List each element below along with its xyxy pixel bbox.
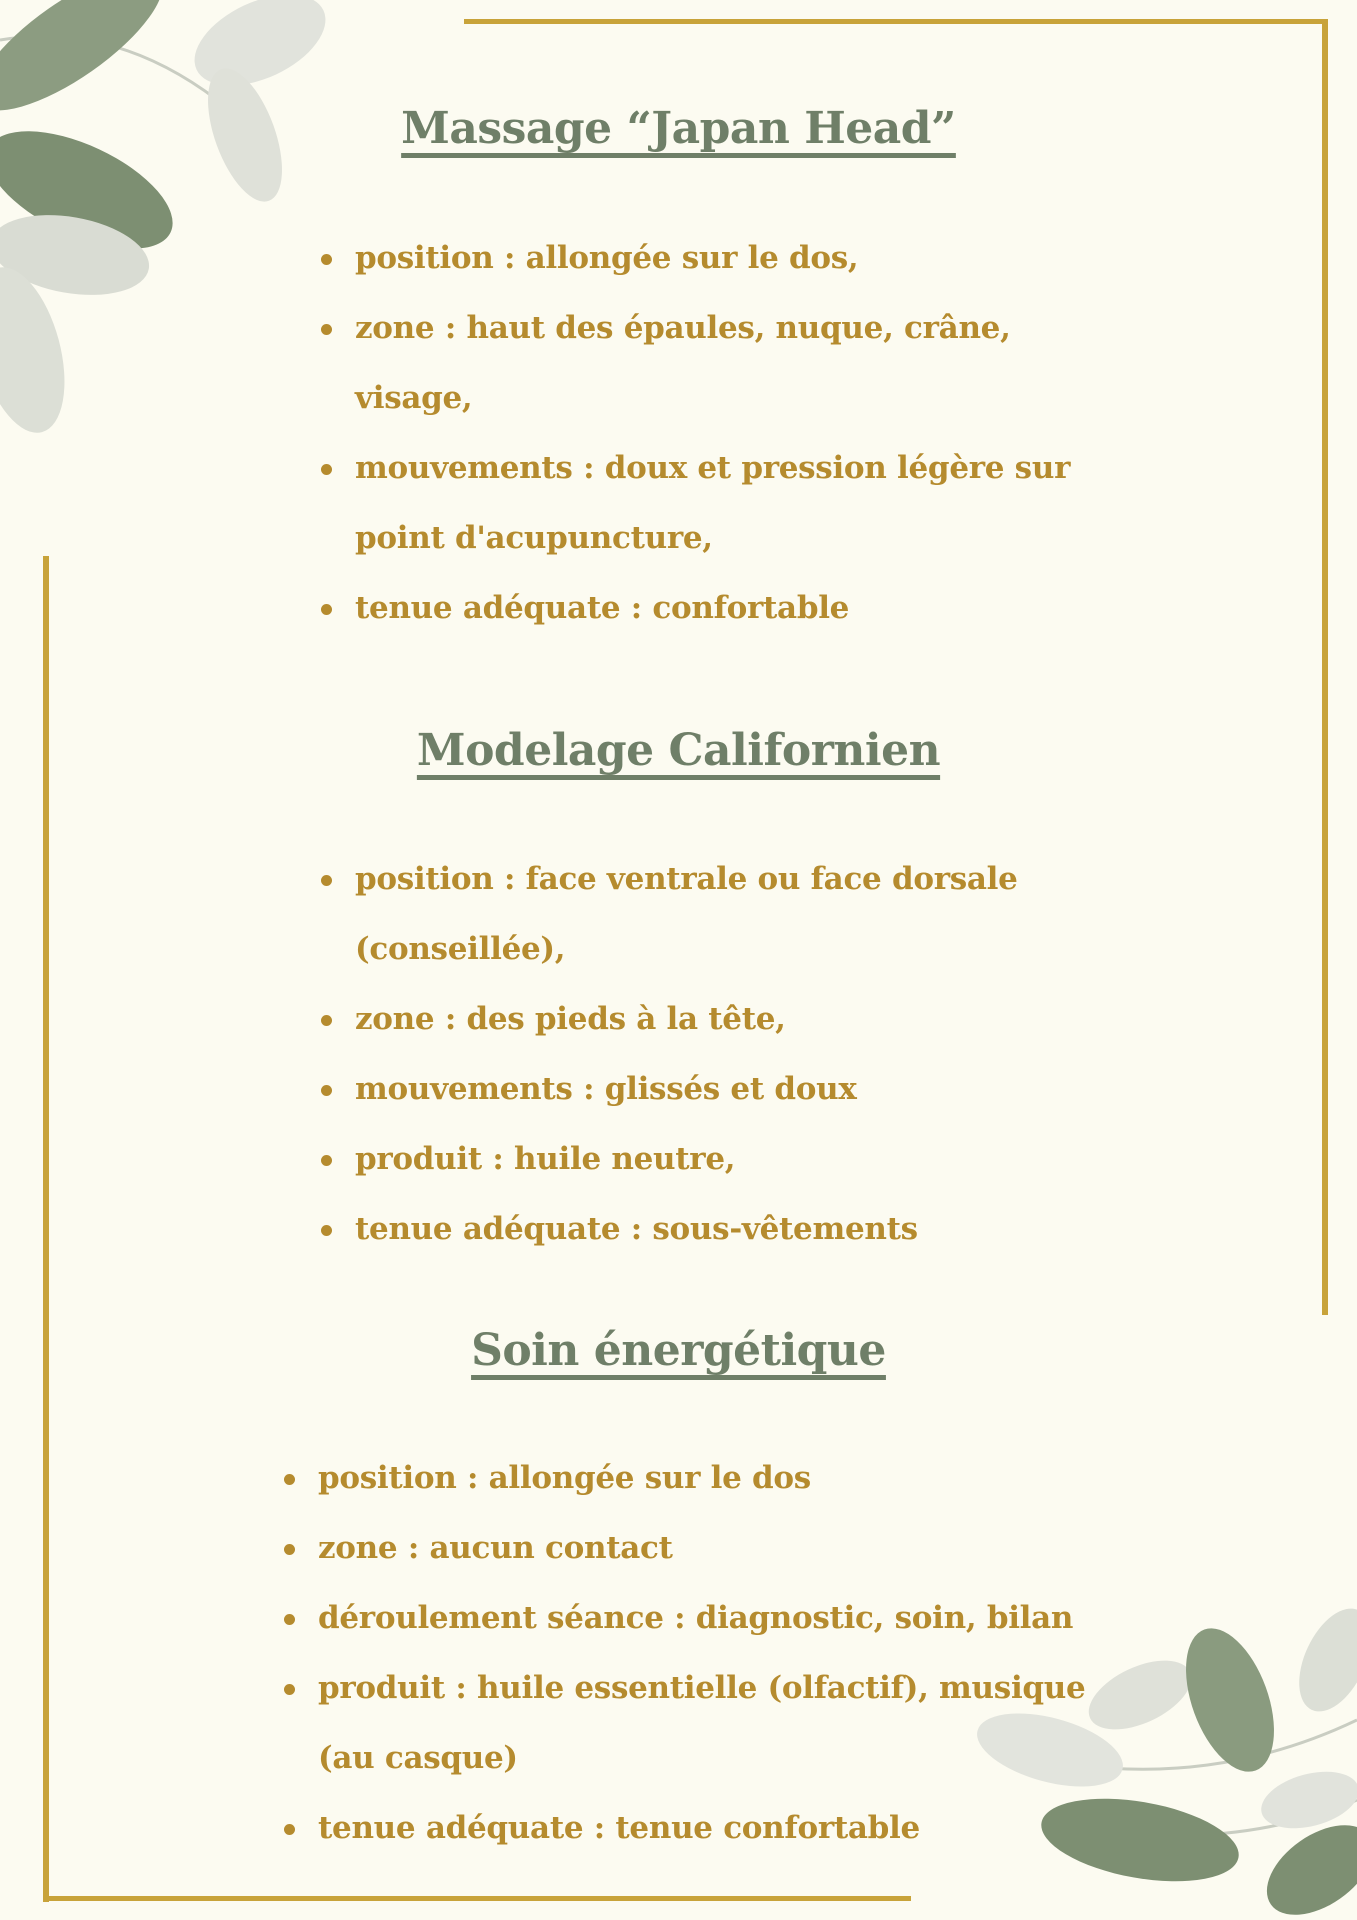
list-item: tenue adéquate : confortable bbox=[355, 573, 1145, 643]
list-item: tenue adéquate : sous-vêtements bbox=[355, 1194, 1115, 1264]
list-item: déroulement séance : diagnostic, soin, bilan bbox=[318, 1583, 1138, 1653]
list-item: mouvements : doux et pression légère sur point d'acupuncture, bbox=[355, 433, 1145, 573]
section-title-modelage-californien: Modelage Californien bbox=[416, 725, 941, 776]
modelage-californien-list bbox=[355, 844, 1115, 1264]
list-item: position : allongée sur le dos bbox=[318, 1443, 1138, 1513]
list-item: produit : huile neutre, bbox=[355, 1124, 1115, 1194]
section-title-japan-head: Massage “Japan Head” bbox=[401, 103, 956, 154]
list-item: position : allongée sur le dos, bbox=[355, 223, 1145, 293]
section-title-soin-energetique: Soin énergétique bbox=[471, 1325, 886, 1376]
frame-bottom-line bbox=[43, 1896, 911, 1901]
list-item: zone : haut des épaules, nuque, crâne, visage, bbox=[355, 293, 1075, 433]
list-item: position : face ventrale ou face dorsale (conseillée), bbox=[355, 844, 1095, 984]
japan-head-list bbox=[355, 223, 1145, 643]
list-item: produit : huile essentielle (olfactif), musique (au casque) bbox=[318, 1653, 1128, 1793]
frame-right-line bbox=[1322, 19, 1328, 1315]
frame-top-line bbox=[464, 19, 1328, 24]
list-item: tenue adéquate : tenue confortable bbox=[318, 1793, 1138, 1863]
eucalyptus-leaves-top-left-icon bbox=[0, 0, 340, 440]
list-item: zone : aucun contact bbox=[318, 1513, 1138, 1583]
soin-energetique-list bbox=[318, 1443, 1138, 1863]
list-item: zone : des pieds à la tête, bbox=[355, 984, 1115, 1054]
list-item: mouvements : glissés et doux bbox=[355, 1054, 1115, 1124]
